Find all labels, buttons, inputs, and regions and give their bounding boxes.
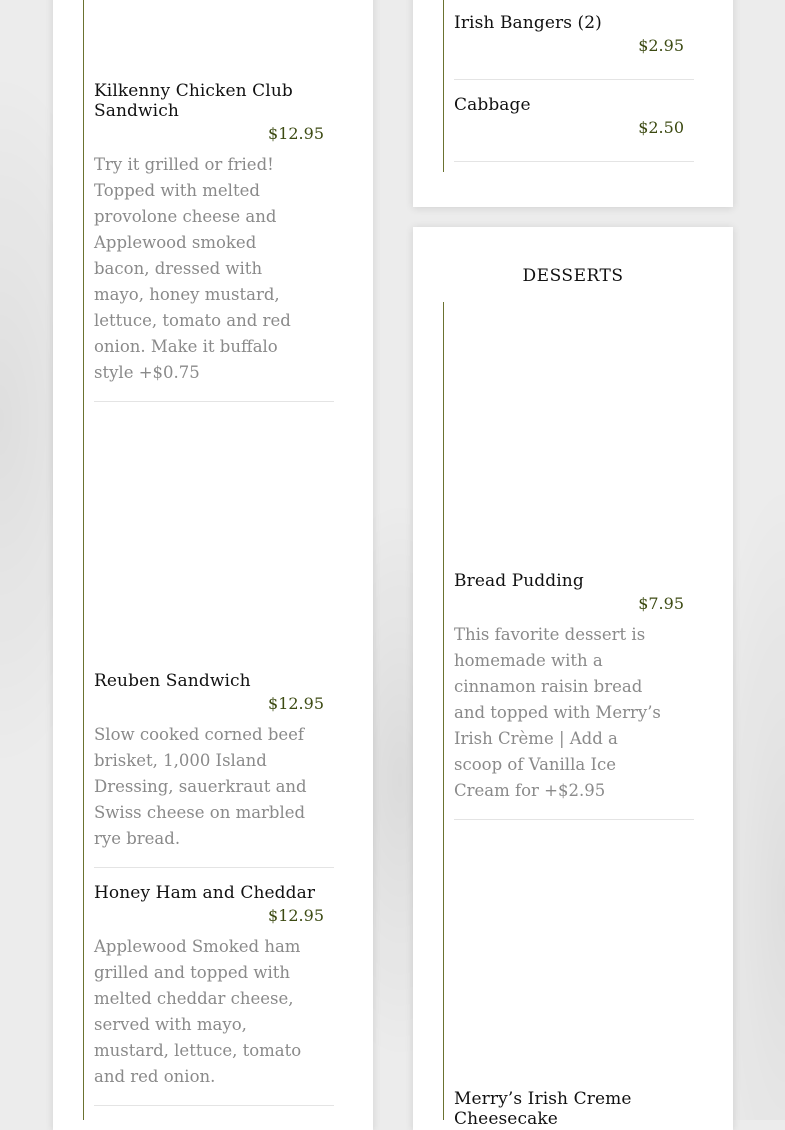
menu-item-divider [94,1105,334,1106]
menu-item-price: $2.50 [638,118,684,137]
menu-item-reuben-sandwich[interactable] [94,671,334,852]
menu-item-description: Slow cooked corned beef brisket, 1,000 Island Dressing, sauerkraut and Swiss cheese on marbled rye bread. [94,725,307,848]
menu-item-divider [454,79,694,80]
section-title-desserts: DESSERTS [522,266,624,286]
menu-item-price: $7.95 [638,594,684,613]
desserts-accent-rule [443,302,444,1120]
menu-item-divider [94,867,334,868]
menu-item-bread-pudding[interactable] [454,571,694,804]
menu-item-divider [454,161,694,162]
menu-item-name: Kilkenny Chicken Club Sandwich [94,81,293,121]
menu-item-price: $2.95 [638,36,684,55]
menu-item-description: Applewood Smoked ham grilled and topped with melted cheddar cheese, served with mayo, mustard, lettuce, tomato and red onion. [94,937,302,1086]
menu-item-description: This favorite dessert is homemade with a cinnamon raisin bread and topped with Merry’s Irish Crème | Add a scoop of Vanilla Ice Cream for +$2.95 [454,625,661,800]
sides-accent-rule [443,0,444,172]
menu-item-name: Reuben Sandwich [94,671,251,691]
menu-item-description: Try it grilled or fried! Topped with melted provolone cheese and Applewood smoked bacon, dressed with mayo, honey mustard, lettuce, tomato and red onion. Make it buffalo style +$0.75 [94,155,291,382]
menu-item-divider [454,819,694,820]
menu-item-divider [94,401,334,402]
menu-item-honey-ham-and-cheddar[interactable] [94,883,334,1090]
left-accent-rule [83,0,84,1120]
menu-item-price: $12.95 [268,906,324,925]
menu-item-name: Irish Bangers (2) [454,13,602,33]
menu-item-irish-bangers[interactable] [454,13,694,56]
menu-item-kilkenny-chicken-club[interactable] [94,81,334,386]
menu-item-name: Bread Pudding [454,571,584,591]
menu-item-name: Merry’s Irish Creme Cheesecake [454,1089,632,1129]
menu-item-cabbage[interactable] [454,95,694,138]
menu-item-name: Honey Ham and Cheddar [94,883,316,903]
menu-item-price: $12.95 [268,124,324,143]
menu-item-price: $12.95 [268,694,324,713]
menu-item-irish-creme-cheesecake[interactable] [454,1089,694,1129]
menu-item-name: Cabbage [454,95,531,115]
